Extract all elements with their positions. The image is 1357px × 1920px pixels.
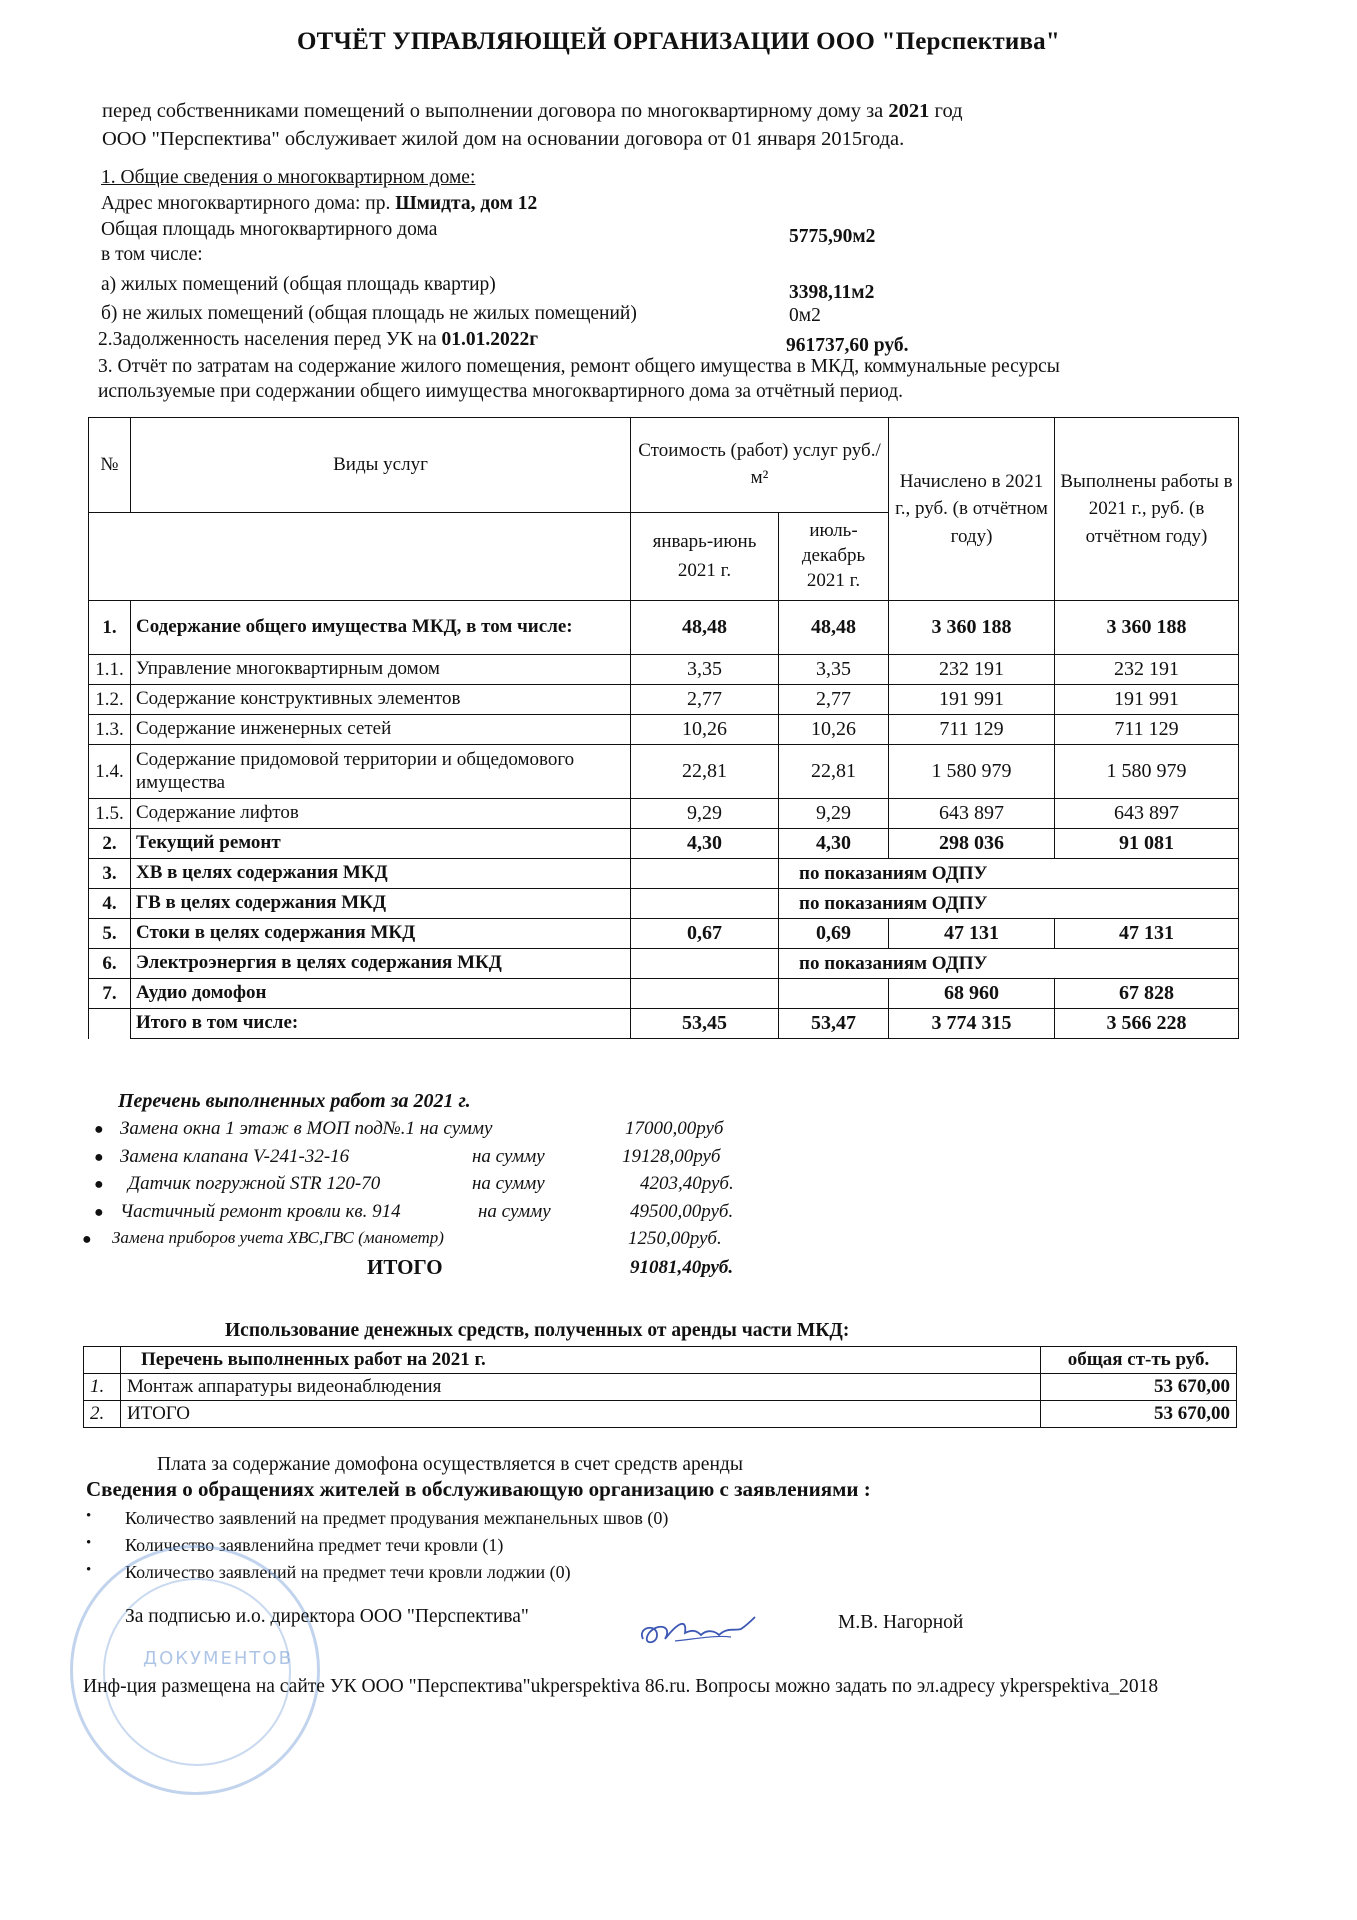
row-num: 1.4. xyxy=(89,745,131,799)
total-area-label: Общая площадь многоквартирного дома xyxy=(101,219,438,240)
row-service: Электроэнергия в целях содержания МКД xyxy=(131,949,631,979)
row-h1: 2,77 xyxy=(631,685,779,715)
living-area-value: 3398,11м2 xyxy=(789,282,875,303)
table-row xyxy=(89,1009,1239,1039)
row-h2: 4,30 xyxy=(779,829,889,859)
row-service: Управление многоквартирным домом xyxy=(131,655,631,685)
table-row xyxy=(89,829,1239,859)
table-row xyxy=(89,919,1239,949)
rent-row-2-value: 53 670,00 xyxy=(1041,1401,1237,1428)
row-num: 1.3. xyxy=(89,715,131,745)
debt-label: 2.Задолженность населения перед УК на 01.01.2022г xyxy=(98,329,539,350)
table-row xyxy=(89,685,1239,715)
bullet-icon: ● xyxy=(94,1121,104,1138)
row-service: Итого в том числе: xyxy=(131,1009,631,1039)
work-item-mid: на сумму xyxy=(472,1146,545,1167)
row-h1 xyxy=(631,859,779,889)
row-h2: 2,77 xyxy=(779,685,889,715)
row-accrued: 232 191 xyxy=(889,655,1055,685)
works-total-value: 91081,40руб. xyxy=(630,1257,734,1278)
row-odpu: по показаниям ОДПУ xyxy=(779,889,1239,919)
stamp-text: ДОКУМЕНТОВ xyxy=(143,1648,293,1669)
row-accrued: 68 960 xyxy=(889,979,1055,1009)
appeal-item: Количество заявлений на предмет течи кровли лоджии (0) xyxy=(125,1562,571,1582)
rent-row-1-name: Монтаж аппаратуры видеонаблюдения xyxy=(121,1374,1041,1401)
row-done: 3 566 228 xyxy=(1055,1009,1239,1039)
nonliving-area-value: 0м2 xyxy=(789,305,821,326)
row-h2 xyxy=(779,979,889,1009)
row-service: Содержание инженерных сетей xyxy=(131,715,631,745)
appeals-heading: Сведения о обращениях жителей в обслуживающую организацию с заявлениями : xyxy=(86,1477,871,1501)
row-accrued: 643 897 xyxy=(889,799,1055,829)
header-service: Виды услуг xyxy=(131,418,631,513)
bullet-icon: ● xyxy=(94,1204,104,1221)
signature-image xyxy=(635,1605,785,1655)
address: Адрес многоквартирного дома: пр. Шмидта, дом 12 xyxy=(101,193,538,214)
bullet-icon: ● xyxy=(94,1176,104,1193)
work-item-amount: 49500,00руб. xyxy=(630,1201,734,1222)
works-heading: Перечень выполненных работ за 2021 г. xyxy=(118,1090,471,1112)
row-h2: 22,81 xyxy=(779,745,889,799)
table-row xyxy=(89,715,1239,745)
row-service: Содержание лифтов xyxy=(131,799,631,829)
row-h1 xyxy=(631,889,779,919)
row-service: Содержание конструктивных элементов xyxy=(131,685,631,715)
director-name: М.В. Нагорной xyxy=(838,1612,964,1633)
row-accrued: 298 036 xyxy=(889,829,1055,859)
work-item-amount: 19128,00руб xyxy=(622,1146,721,1167)
row-service: Текущий ремонт xyxy=(131,829,631,859)
row-done: 67 828 xyxy=(1055,979,1239,1009)
stamp-image xyxy=(70,1545,320,1795)
row-accrued: 3 360 188 xyxy=(889,601,1055,655)
row-h2: 48,48 xyxy=(779,601,889,655)
row-service: Содержание общего имущества МКД, в том числе: xyxy=(131,601,631,655)
work-item: Частичный ремонт кровли кв. 914 xyxy=(120,1201,401,1222)
row-h2: 9,29 xyxy=(779,799,889,829)
work-item-amount: 17000,00руб xyxy=(625,1118,724,1139)
work-item-amount: 4203,40руб. xyxy=(640,1173,734,1194)
header-h1: январь-июнь 2021 г. xyxy=(631,513,779,601)
intro-line-2: ООО "Перспектива" обслуживает жилой дом на основании договора от 01 января 2015года. xyxy=(102,128,905,150)
works-total-label: ИТОГО xyxy=(367,1255,443,1279)
row-accrued: 47 131 xyxy=(889,919,1055,949)
row-num: 6. xyxy=(89,949,131,979)
row-num: 3. xyxy=(89,859,131,889)
table-row xyxy=(89,799,1239,829)
table-row xyxy=(89,859,1239,889)
row-odpu: по показаниям ОДПУ xyxy=(779,949,1239,979)
bullet-icon: ● xyxy=(82,1231,92,1248)
bullet-icon: ● xyxy=(94,1149,104,1166)
row-service: Содержание придомовой территории и общедомового имущества xyxy=(131,745,631,799)
row-h2: 3,35 xyxy=(779,655,889,685)
row-service: Аудио домофон xyxy=(131,979,631,1009)
table-row xyxy=(89,601,1239,655)
document-title: ОТЧЁТ УПРАВЛЯЮЩЕЙ ОРГАНИЗАЦИИ ООО "Перспектива" xyxy=(297,28,1060,55)
row-num: 5. xyxy=(89,919,131,949)
row-num: 1.2. xyxy=(89,685,131,715)
section-3-heading-line-2: используемые при содержании общего иимущества многоквартирного дома за отчётный период. xyxy=(98,381,904,402)
footer-info: Инф-ция размещена на сайте УК ООО "Перспектива"ukperspektiva 86.ru. Вопросы можно задать по эл.адресу ykperspektiva_2018 xyxy=(83,1676,1159,1697)
row-done: 191 991 xyxy=(1055,685,1239,715)
rent-row-1-num: 1. xyxy=(84,1374,121,1401)
row-num: 2. xyxy=(89,829,131,859)
row-num: 1.5. xyxy=(89,799,131,829)
rent-heading: Использование денежных средств, полученных от аренды части МКД: xyxy=(225,1320,850,1341)
row-service: ХВ в целях содержания МКД xyxy=(131,859,631,889)
header-accrued: Начислено в 2021 г., руб. (в отчётном году) xyxy=(889,418,1055,601)
row-service: ГВ в целях содержания МКД xyxy=(131,889,631,919)
table-row xyxy=(89,655,1239,685)
bullet-icon: • xyxy=(86,1562,92,1578)
table-row xyxy=(89,889,1239,919)
work-item-amount: 1250,00руб. xyxy=(628,1228,722,1249)
row-h1 xyxy=(631,979,779,1009)
work-item-mid: на сумму xyxy=(478,1201,551,1222)
row-done: 91 081 xyxy=(1055,829,1239,859)
rent-header-cost: общая ст-ть руб. xyxy=(1041,1347,1237,1374)
signature-line: За подписью и.о. директора ООО "Перспектива" xyxy=(125,1606,529,1627)
work-item: Замена окна 1 этаж в МОП под№.1 на сумму xyxy=(120,1118,493,1139)
row-h1: 22,81 xyxy=(631,745,779,799)
row-h1: 53,45 xyxy=(631,1009,779,1039)
appeal-item: Количество заявленийна предмет течи кровли (1) xyxy=(125,1535,504,1555)
rent-header-num xyxy=(84,1347,121,1374)
row-h1: 0,67 xyxy=(631,919,779,949)
row-h1: 48,48 xyxy=(631,601,779,655)
work-item: Замена клапана V-241-32-16 xyxy=(120,1146,350,1167)
row-h2: 10,26 xyxy=(779,715,889,745)
table-row xyxy=(89,745,1239,799)
row-num xyxy=(89,1009,131,1039)
rent-table xyxy=(83,1346,1237,1428)
rent-row-1-value: 53 670,00 xyxy=(1041,1374,1237,1401)
row-accrued: 1 580 979 xyxy=(889,745,1055,799)
rent-row-2-name: ИТОГО xyxy=(121,1401,1041,1428)
work-item: Замена приборов учета ХВС,ГВС (манометр) xyxy=(112,1228,444,1247)
table-row xyxy=(89,949,1239,979)
row-done: 1 580 979 xyxy=(1055,745,1239,799)
including-label: в том числе: xyxy=(101,244,203,265)
row-num: 4. xyxy=(89,889,131,919)
header-done: Выполнены работы в 2021 г., руб. (в отчётном году) xyxy=(1055,418,1239,601)
appeal-item: Количество заявлений на предмет продувания межпанельных швов (0) xyxy=(125,1508,669,1528)
row-done: 3 360 188 xyxy=(1055,601,1239,655)
header-cost: Стоимость (работ) услуг руб./м² xyxy=(631,418,889,513)
row-done: 47 131 xyxy=(1055,919,1239,949)
row-h2: 53,47 xyxy=(779,1009,889,1039)
row-done: 232 191 xyxy=(1055,655,1239,685)
work-item: Датчик погружной STR 120-70 xyxy=(128,1173,381,1194)
row-h1: 10,26 xyxy=(631,715,779,745)
row-done: 711 129 xyxy=(1055,715,1239,745)
row-accrued: 711 129 xyxy=(889,715,1055,745)
rent-row-2-num: 2. xyxy=(84,1401,121,1428)
header-num: № xyxy=(89,418,131,513)
row-odpu: по показаниям ОДПУ xyxy=(779,859,1239,889)
nonliving-area-label: б) не жилых помещений (общая площадь не жилых помещений) xyxy=(101,303,637,324)
row-service: Стоки в целях содержания МКД xyxy=(131,919,631,949)
intercom-note: Плата за содержание домофона осуществляется в счет средств аренды xyxy=(157,1454,743,1475)
work-item-mid: на сумму xyxy=(472,1173,545,1194)
section-3-heading-line-1: 3. Отчёт по затратам на содержание жилого помещения, ремонт общего имущества в МКД, коммунальные ресурсы xyxy=(98,356,1060,377)
row-num: 7. xyxy=(89,979,131,1009)
header-blank xyxy=(89,513,631,601)
row-h1: 9,29 xyxy=(631,799,779,829)
debt-value: 961737,60 руб. xyxy=(786,335,909,356)
row-h1 xyxy=(631,949,779,979)
row-num: 1.1. xyxy=(89,655,131,685)
total-area-value: 5775,90м2 xyxy=(789,226,876,247)
table-row xyxy=(89,979,1239,1009)
row-accrued: 191 991 xyxy=(889,685,1055,715)
row-h2: 0,69 xyxy=(779,919,889,949)
row-h1: 4,30 xyxy=(631,829,779,859)
living-area-label: а) жилых помещений (общая площадь квартир) xyxy=(101,274,496,295)
row-done: 643 897 xyxy=(1055,799,1239,829)
bullet-icon: • xyxy=(86,1508,92,1524)
bullet-icon: • xyxy=(86,1535,92,1551)
row-accrued: 3 774 315 xyxy=(889,1009,1055,1039)
row-h1: 3,35 xyxy=(631,655,779,685)
intro-line-1: перед собственниками помещений о выполнении договора по многоквартирному дому за 2021 год xyxy=(102,100,963,122)
rent-header-works: Перечень выполненных работ на 2021 г. xyxy=(121,1347,1041,1374)
header-h2: июль-декабрь 2021 г. xyxy=(779,513,889,601)
section-1-heading: 1. Общие сведения о многоквартирном доме: xyxy=(101,167,476,188)
costs-table xyxy=(88,417,1239,1039)
row-num: 1. xyxy=(89,601,131,655)
